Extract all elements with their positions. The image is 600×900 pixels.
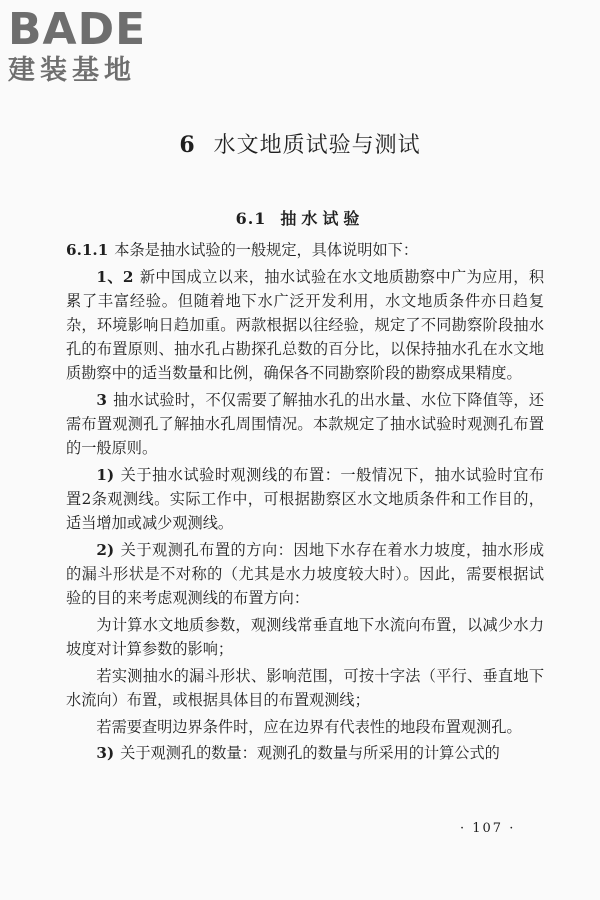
page-number: · 107 · <box>460 821 516 836</box>
paragraph-text: 若实测抽水的漏斗形状、影响范围，可按十字法（平行、垂直地下水流向）布置，或根据具体目的布置观测线； <box>66 666 544 709</box>
section-title-text: 抽水试验 <box>280 209 365 228</box>
paragraph-text: 新中国成立以来，抽水试验在水文地质勘察中广为应用，积累了丰富经验。但随着地下水广泛开发利用，水文地质条件亦日趋复杂，环境影响日趋加重。两款根据以往经验，规定了不同勘察阶段抽水孔的布置原则、抽水孔占勘探孔总数的百分比，以保持抽水孔在水文地质勘察中的适当数量和比例，确保各不同勘察阶段的勘察成果精度。 <box>66 267 545 383</box>
section-title <box>0 207 600 231</box>
clause-number: 3 <box>96 391 107 409</box>
clause-number: 6.1.1 <box>66 241 109 259</box>
paragraph-text: 本条是抽水试验的一般规定，具体说明如下： <box>114 241 419 259</box>
paragraph <box>66 613 544 661</box>
clause-number: 2) <box>96 541 115 559</box>
paragraph-text: 关于观测孔布置的方向：因地下水存在着水力坡度，抽水形成的漏斗形状是不对称的（尤其是水力坡度较大时）。因此，需要根据试验的目的来考虑观测线的布置方向： <box>66 541 544 608</box>
paragraph-text: 抽水试验时，不仅需要了解抽水孔的出水量、水位下降值等，还需布置观测孔了解抽水孔周围情况。本款规定了抽水试验时观测孔布置的一般原则。 <box>66 391 544 458</box>
paragraph <box>66 265 544 386</box>
clause-number: 1、2 <box>96 267 134 286</box>
body-text <box>66 238 544 768</box>
paragraph-text: 若需要查明边界条件时，应在边界有代表性的地段布置观测孔。 <box>96 717 522 736</box>
paragraph-text: 关于观测孔的数量：观测孔的数量与所采用的计算公式的 <box>120 744 500 763</box>
brand-logo <box>8 6 188 86</box>
chapter-title-text: 水文地质试验与测试 <box>213 133 421 158</box>
clause-number: 1) <box>96 466 115 484</box>
paragraph <box>66 238 544 262</box>
section-number: 6.1 <box>235 209 267 228</box>
clause-number: 3) <box>96 744 115 763</box>
paragraph <box>66 664 544 712</box>
paragraph-text: 为计算水文地质参数，观测线常垂直地下水流向布置，以减少水力坡度对计算参数的影响； <box>66 616 544 659</box>
chapter-number: 6 <box>179 132 196 158</box>
chapter-title <box>0 130 600 161</box>
paragraph <box>66 715 544 739</box>
logo-subtitle: 建装基地 <box>8 55 136 86</box>
paragraph <box>66 463 544 536</box>
paragraph <box>66 741 544 765</box>
paragraph <box>66 538 544 611</box>
logo-wordmark: BADE <box>8 4 147 55</box>
paragraph-text: 关于抽水试验时观测线的布置：一般情况下，抽水试验时宜布置2条观测线。实际工作中，可根据勘察区水文地质条件和工作目的，适当增加或减少观测线。 <box>66 466 544 533</box>
paragraph <box>66 388 544 461</box>
